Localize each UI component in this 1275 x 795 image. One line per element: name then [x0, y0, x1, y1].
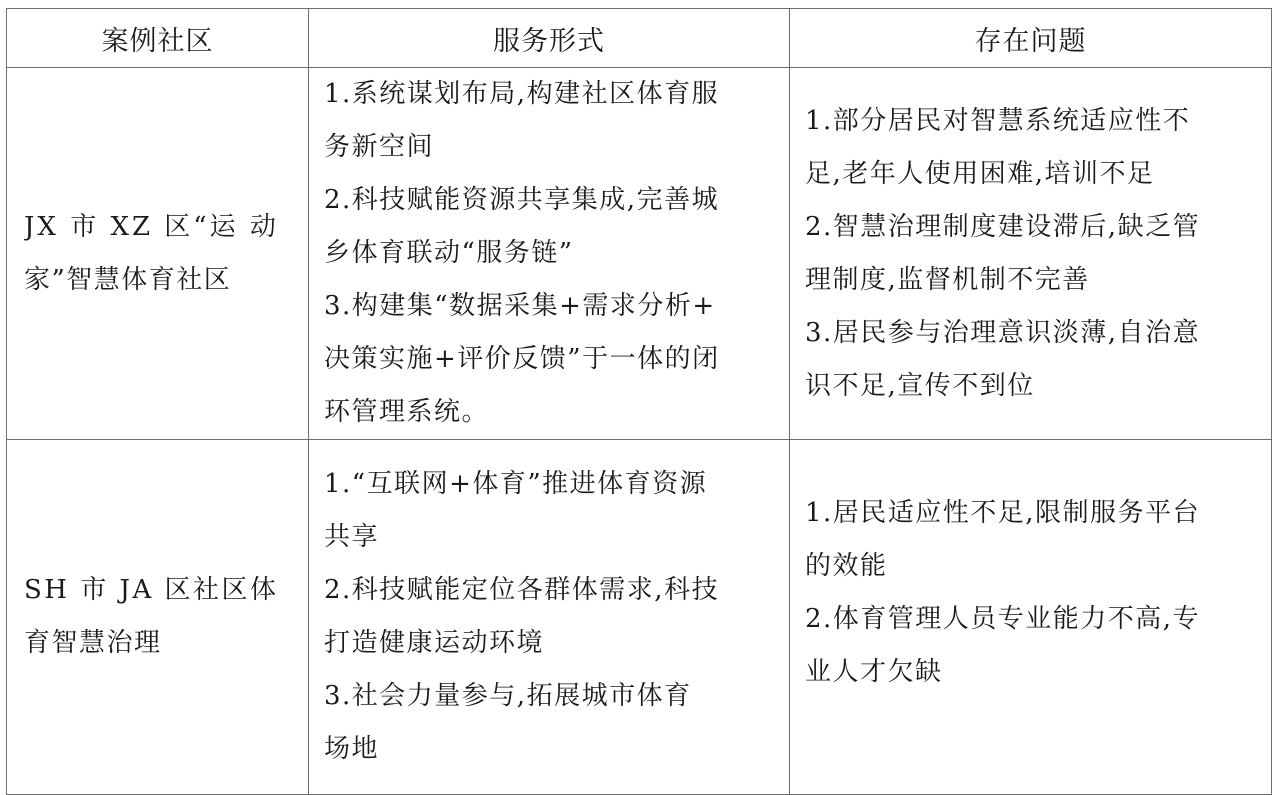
service-line: 务新空间 [324, 132, 435, 162]
service-line: 共享 [324, 522, 380, 552]
service-cell [309, 440, 790, 795]
service-line: 3.构建集“数据采集+需求分析+ [324, 291, 716, 321]
problem-line: 理制度,监督机制不完善 [805, 264, 1090, 295]
service-line: 3.社会力量参与,拓展城市体育 [324, 681, 692, 711]
service-line: 2.科技赋能资源共享集成,完善城 [324, 185, 720, 215]
problem-line: 3.居民参与治理意识淡薄,自治意 [805, 317, 1201, 348]
service-line: 1.系统谋划布局,构建社区体育服 [324, 79, 720, 109]
header-case-community: 案例社区 [7, 9, 309, 68]
community-line: 育智慧治理 [24, 628, 162, 658]
problem-line: 识不足,宣传不到位 [805, 370, 1035, 401]
table-row [7, 440, 1272, 795]
service-line: 打造健康运动环境 [324, 628, 545, 658]
service-line: 决策实施+评价反馈”于一体的闭 [324, 344, 720, 374]
problems-list [805, 487, 1259, 747]
community-cell [7, 68, 309, 440]
problems-cell [790, 440, 1272, 795]
table-header-row [7, 9, 1272, 68]
service-line: 2.科技赋能定位各群体需求,科技 [324, 575, 720, 605]
problem-line: 1.居民适应性不足,限制服务平台 [805, 498, 1201, 528]
service-line: 场地 [324, 734, 380, 764]
header-service-form: 服务形式 [309, 9, 790, 68]
problems-list [805, 95, 1259, 413]
problem-line: 足,老年人使用困难,培训不足 [805, 158, 1155, 189]
service-line: 乡体育联动“服务链” [324, 238, 574, 268]
service-cell [309, 68, 790, 440]
header-existing-problems: 存在问题 [790, 9, 1272, 68]
table-row [7, 68, 1272, 440]
problem-line: 1.部分居民对智慧系统适应性不 [805, 105, 1191, 136]
community-line: 家”智慧体育社区 [24, 264, 232, 295]
problem-line: 业人才欠缺 [805, 657, 943, 687]
community-line: SH 市 JA 区社区体 [24, 575, 279, 605]
service-line: 1.“互联网+体育”推进体育资源 [324, 469, 708, 499]
problem-line: 2.智慧治理制度建设滞后,缺乏管 [805, 211, 1201, 242]
case-comparison-table [6, 8, 1272, 795]
problems-cell [790, 68, 1272, 440]
community-line: JX 市 XZ 区“运 动 [24, 211, 279, 242]
service-line: 环管理系统。 [324, 397, 490, 427]
problem-line: 的效能 [805, 551, 888, 581]
community-cell [7, 440, 309, 795]
problem-line: 2.体育管理人员专业能力不高,专 [805, 604, 1201, 634]
